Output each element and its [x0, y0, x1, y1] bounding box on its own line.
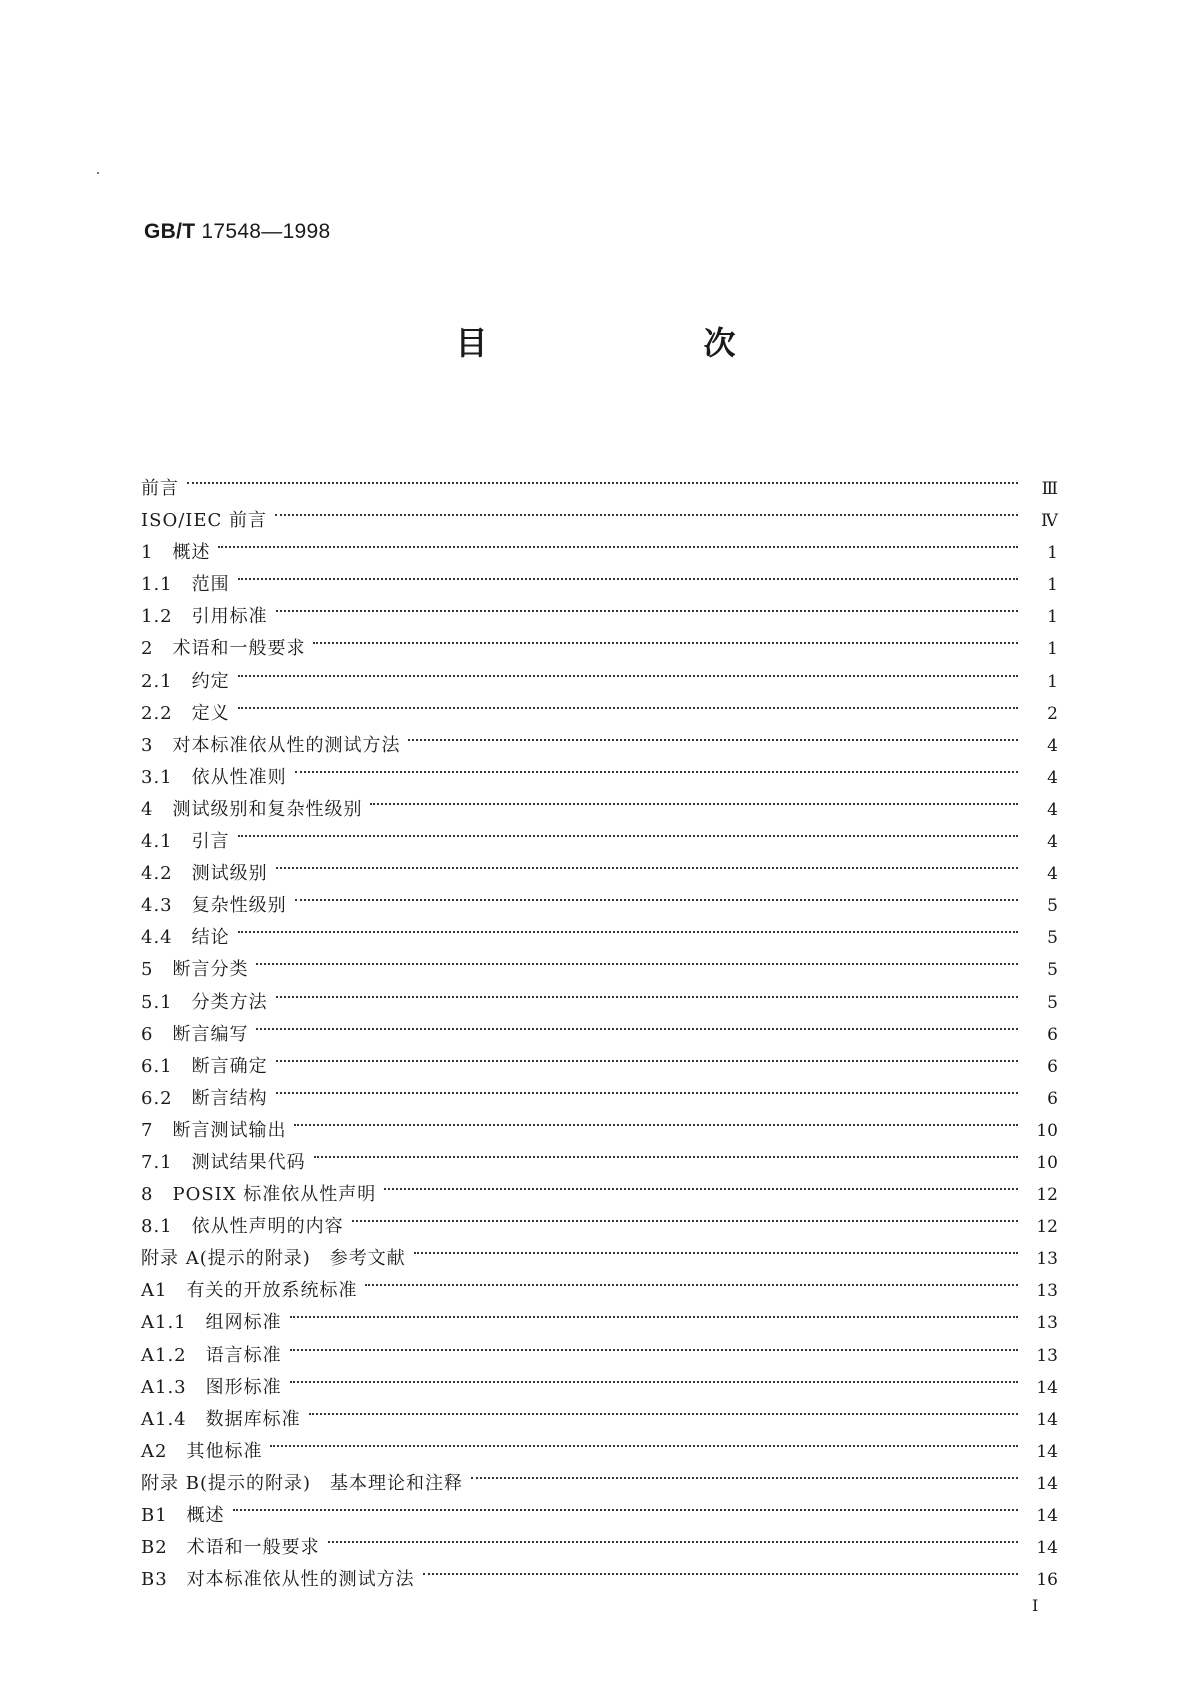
toc-entry-label: 4.3 复杂性级别	[141, 895, 287, 917]
toc-leader-dots	[295, 751, 1018, 783]
toc-entry[interactable]	[141, 1489, 1058, 1526]
toc-entry-page: 14	[1036, 1538, 1058, 1559]
toc-entry-label: A1 有关的开放系统标准	[141, 1280, 358, 1302]
toc-title: 目 次	[455, 324, 828, 362]
toc-leader-dots	[309, 1393, 1018, 1425]
toc-leader-dots	[238, 655, 1018, 687]
toc-entry[interactable]	[141, 1008, 1058, 1045]
toc-leader-dots	[276, 1040, 1018, 1072]
toc-entry-label: A2 其他标准	[141, 1440, 263, 1462]
toc-entry-label: 1 概述	[141, 542, 211, 564]
toc-leader-dots	[352, 1200, 1018, 1232]
toc-entry-label: 2 术语和一般要求	[141, 638, 306, 660]
toc-entry-page: 14	[1036, 1473, 1058, 1494]
toc-entry-label: 4.4 结论	[141, 927, 230, 949]
toc-leader-dots	[294, 1104, 1018, 1136]
toc-entry-label: 6.1 断言确定	[141, 1055, 268, 1077]
toc-leader-dots	[471, 1457, 1018, 1489]
toc-entry-label: 前言	[141, 478, 179, 499]
toc-entry-page: 2	[1047, 703, 1058, 724]
toc-entry-page: 14	[1036, 1377, 1058, 1398]
toc-entry-page: 12	[1036, 1185, 1058, 1206]
toc-leader-dots	[290, 1329, 1018, 1361]
toc-entry-label: B1 概述	[141, 1505, 225, 1526]
toc-entry-label: 4 测试级别和复杂性级别	[141, 798, 363, 820]
toc-leader-dots	[384, 1168, 1018, 1200]
toc-entry[interactable]	[141, 815, 1058, 853]
toc-entry[interactable]	[141, 622, 1058, 660]
toc-entry-label: 6 断言编写	[141, 1023, 249, 1045]
toc-entry[interactable]	[141, 687, 1058, 724]
toc-entry-page: 5	[1047, 928, 1058, 949]
toc-entry-page: 1	[1047, 671, 1058, 692]
toc-entry-page: 13	[1036, 1345, 1058, 1366]
toc-entry[interactable]	[141, 976, 1058, 1013]
toc-leader-dots	[256, 943, 1018, 975]
toc-entry-page: 4	[1047, 799, 1058, 820]
toc-entry-page: 1	[1047, 543, 1058, 564]
toc-entry[interactable]	[141, 1040, 1058, 1077]
toc-entry-label: A1.2 语言标准	[141, 1344, 282, 1366]
toc-leader-dots	[238, 911, 1018, 943]
toc-entry-label: 4.1 引言	[141, 831, 230, 853]
toc-entry[interactable]	[141, 1457, 1058, 1494]
toc-entry[interactable]	[141, 1104, 1058, 1141]
toc-entry-page: 12	[1036, 1217, 1058, 1238]
toc-entry-label: B3 对本标准依从性的测试方法	[141, 1569, 415, 1591]
standard-code-number: 17548—1998	[201, 220, 331, 243]
toc-leader-dots	[276, 847, 1018, 879]
standard-code-prefix: GB/T	[144, 220, 196, 243]
toc-entry-label: 2.1 约定	[141, 670, 230, 692]
toc-entry-page: 13	[1036, 1281, 1058, 1302]
toc-leader-dots	[276, 976, 1018, 1008]
toc-entry-label: 7.1 测试结果代码	[141, 1151, 306, 1173]
toc-entry[interactable]	[141, 1425, 1058, 1462]
toc-entry-page: 5	[1047, 992, 1058, 1013]
toc-leader-dots	[370, 783, 1018, 815]
toc-leader-dots	[365, 1264, 1018, 1296]
toc-leader-dots	[238, 815, 1018, 847]
toc-entry-label: 附录 A(提示的附录) 参考文献	[141, 1248, 406, 1270]
scan-speck	[97, 172, 99, 174]
toc-entry-page: 6	[1047, 1088, 1058, 1109]
toc-leader-dots	[414, 1232, 1018, 1264]
toc-entry-label: A1.4 数据库标准	[141, 1408, 301, 1430]
toc-entry-page: 10	[1036, 1120, 1058, 1141]
toc-entry-page: 14	[1036, 1409, 1058, 1430]
toc-leader-dots	[233, 1489, 1018, 1521]
toc-entry-page: 1	[1047, 639, 1058, 660]
toc-entry-page: 14	[1036, 1441, 1058, 1462]
toc-entry-label: 8 POSIX 标准依从性声明	[141, 1184, 377, 1206]
toc-leader-dots	[256, 1008, 1018, 1040]
toc-entry-page: 4	[1047, 832, 1058, 853]
toc-entry-page: 5	[1047, 896, 1058, 917]
toc-entry-label: 6.2 断言结构	[141, 1087, 268, 1109]
toc-leader-dots	[314, 1136, 1018, 1168]
toc-leader-dots	[290, 1296, 1018, 1328]
toc-entry[interactable]	[141, 719, 1058, 756]
toc-leader-dots	[328, 1521, 1018, 1553]
toc-entry-label: 1.1 范围	[141, 574, 230, 596]
toc-entry-page: 6	[1047, 1056, 1058, 1077]
toc-entry-page: 5	[1047, 960, 1058, 981]
toc-entry-label: 7 断言测试输出	[141, 1119, 287, 1141]
toc-leader-dots	[313, 622, 1018, 654]
toc-entry[interactable]	[141, 526, 1058, 564]
toc-entry-page: Ⅲ	[1041, 479, 1058, 499]
toc-entry[interactable]	[141, 494, 1058, 532]
toc-leader-dots	[238, 558, 1018, 590]
toc-entry-label: A1.3 图形标准	[141, 1376, 282, 1398]
toc-leader-dots	[276, 590, 1018, 622]
toc-leader-dots	[187, 462, 1018, 494]
toc-entry[interactable]	[141, 879, 1058, 917]
toc-entry-page: 13	[1036, 1313, 1058, 1334]
toc-entry-label: 附录 B(提示的附录) 基本理论和注释	[141, 1472, 463, 1494]
toc-entry-label: 3.1 依从性准则	[141, 766, 287, 788]
toc-entry-label: 8.1 依从性声明的内容	[141, 1216, 344, 1238]
toc-entry-page: 10	[1036, 1152, 1058, 1173]
toc-entry-page: 6	[1047, 1024, 1058, 1045]
toc-entry[interactable]	[141, 943, 1058, 981]
toc-entry-page: Ⅳ	[1041, 511, 1058, 532]
toc-leader-dots	[270, 1425, 1018, 1457]
toc-entry-label: A1.1 组网标准	[141, 1312, 282, 1334]
toc-entry-page: 4	[1047, 864, 1058, 885]
toc-entry-page: 1	[1047, 575, 1058, 596]
toc-entry[interactable]	[141, 462, 1058, 499]
standard-code	[144, 220, 331, 244]
toc-entry[interactable]	[141, 590, 1058, 628]
toc-entry-page: 4	[1047, 767, 1058, 788]
footer-page-number: Ⅰ	[1032, 1596, 1039, 1615]
toc-entry-page: 16	[1036, 1570, 1058, 1591]
toc-entry-page: 14	[1036, 1506, 1058, 1526]
toc-leader-dots	[290, 1361, 1018, 1393]
toc-entry-label: 5 断言分类	[141, 959, 249, 981]
toc-entry-page: 1	[1047, 607, 1058, 628]
toc-entry[interactable]	[141, 1521, 1058, 1559]
toc-entry-page: 13	[1036, 1249, 1058, 1270]
toc-leader-dots	[218, 526, 1018, 558]
table-of-contents	[141, 462, 1058, 1591]
toc-entry[interactable]	[141, 558, 1058, 596]
toc-entry-page: 4	[1047, 735, 1058, 756]
toc-leader-dots	[275, 494, 1018, 526]
toc-leader-dots	[423, 1553, 1018, 1585]
toc-leader-dots	[408, 719, 1018, 751]
toc-entry-label: 3 对本标准依从性的测试方法	[141, 734, 401, 756]
toc-leader-dots	[276, 1072, 1018, 1104]
toc-entry-label: 4.2 测试级别	[141, 863, 268, 885]
toc-leader-dots	[295, 879, 1018, 911]
toc-entry[interactable]	[141, 847, 1058, 885]
toc-entry[interactable]	[141, 1072, 1058, 1109]
toc-entry[interactable]	[141, 655, 1058, 692]
toc-entry-label: 1.2 引用标准	[141, 606, 268, 628]
toc-entry-label: B2 术语和一般要求	[141, 1537, 320, 1559]
toc-entry[interactable]	[141, 911, 1058, 949]
toc-entry-label: 2.2 定义	[141, 702, 230, 724]
toc-entry-label: 5.1 分类方法	[141, 991, 268, 1013]
toc-leader-dots	[238, 687, 1018, 719]
toc-entry-label: ISO/IEC 前言	[141, 510, 268, 532]
